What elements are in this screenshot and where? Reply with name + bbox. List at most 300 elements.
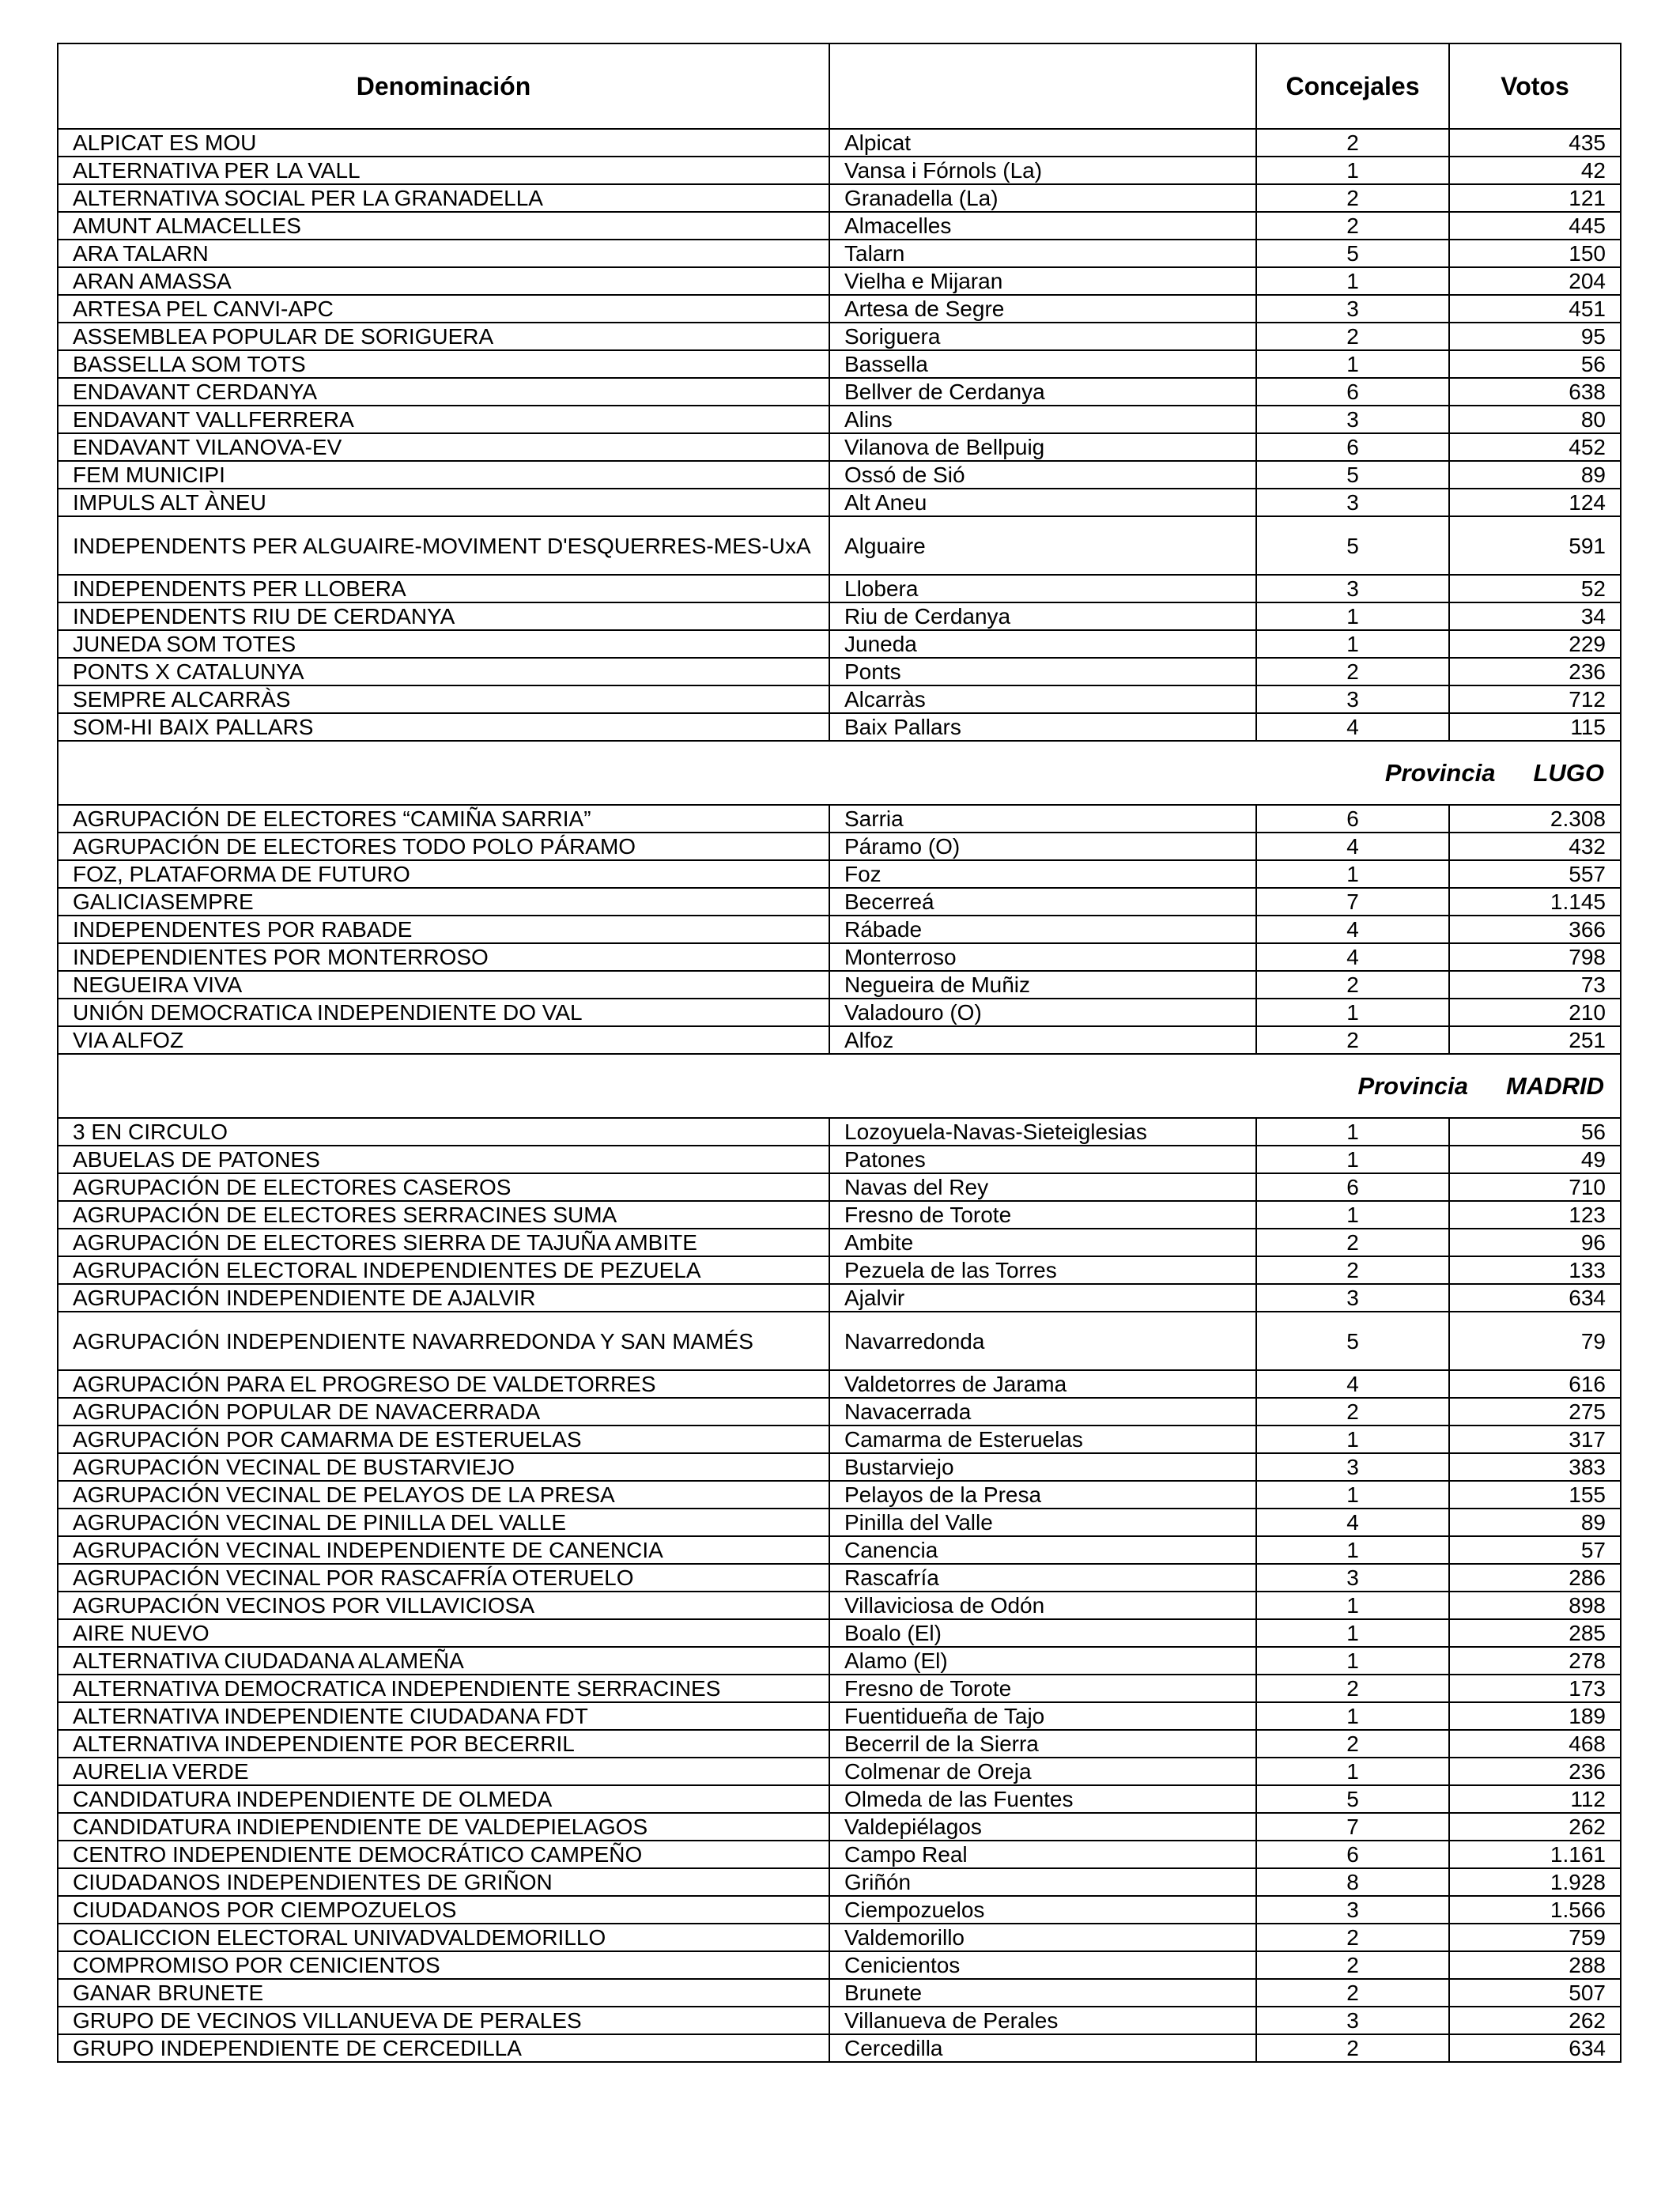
concejales-cell: 1 (1256, 1619, 1449, 1647)
concejales-cell: 2 (1256, 1398, 1449, 1426)
votes-cell: 124 (1449, 489, 1621, 516)
municipality-cell: Becerril de la Sierra (829, 1730, 1256, 1758)
votes-cell: 34 (1449, 602, 1621, 630)
votes-cell: 251 (1449, 1026, 1621, 1054)
table-row (58, 2034, 1621, 2062)
table-row (58, 516, 1621, 575)
votes-cell: 56 (1449, 350, 1621, 378)
header-row (58, 43, 1621, 129)
municipality-cell: Navacerrada (829, 1398, 1256, 1426)
concejales-cell: 2 (1256, 1979, 1449, 2007)
votes-cell: 79 (1449, 1312, 1621, 1370)
table-row (58, 713, 1621, 741)
table-row (58, 295, 1621, 323)
concejales-cell: 4 (1256, 916, 1449, 943)
party-name-cell: AGRUPACIÓN VECINAL DE BUSTARVIEJO (58, 1453, 829, 1481)
votes-cell: 366 (1449, 916, 1621, 943)
table-row (58, 212, 1621, 240)
votes-cell: 115 (1449, 713, 1621, 741)
votes-cell: 557 (1449, 860, 1621, 888)
concejales-cell: 1 (1256, 630, 1449, 658)
party-name-cell: ALTERNATIVA DEMOCRATICA INDEPENDIENTE SERRACINES (58, 1675, 829, 1702)
concejales-cell: 1 (1256, 1426, 1449, 1453)
concejales-cell: 2 (1256, 1951, 1449, 1979)
votes-cell: 236 (1449, 1758, 1621, 1785)
header-municipality (829, 43, 1256, 129)
table-row (58, 184, 1621, 212)
table-row (58, 1675, 1621, 1702)
table-body (58, 129, 1621, 2062)
party-name-cell: AGRUPACIÓN DE ELECTORES TODO POLO PÁRAMO (58, 833, 829, 860)
table-row (58, 1785, 1621, 1813)
party-name-cell: INDEPENDENTS PER ALGUAIRE-MOVIMENT D'ESQUERRES-MES-UxA (58, 516, 829, 575)
municipality-cell: Fresno de Torote (829, 1675, 1256, 1702)
votes-cell: 262 (1449, 2007, 1621, 2034)
party-name-cell: AGRUPACIÓN INDEPENDIENTE NAVARREDONDA Y SAN MAMÉS (58, 1312, 829, 1370)
table-row (58, 1118, 1621, 1146)
party-name-cell: AIRE NUEVO (58, 1619, 829, 1647)
municipality-cell: Valdepiélagos (829, 1813, 1256, 1841)
municipality-cell: Soriguera (829, 323, 1256, 350)
concejales-cell: 6 (1256, 378, 1449, 406)
party-name-cell: ABUELAS DE PATONES (58, 1146, 829, 1173)
province-label: Provincia (1357, 1072, 1468, 1100)
party-name-cell: JUNEDA SOM TOTES (58, 630, 829, 658)
concejales-cell: 1 (1256, 999, 1449, 1026)
table-row (58, 833, 1621, 860)
votes-cell: 96 (1449, 1229, 1621, 1256)
party-name-cell: CANDIDATURA INDIEPENDIENTE DE VALDEPIELAGOS (58, 1813, 829, 1841)
votes-cell: 133 (1449, 1256, 1621, 1284)
party-name-cell: CIUDADANOS INDEPENDIENTES DE GRIÑON (58, 1868, 829, 1896)
votes-cell: 452 (1449, 433, 1621, 461)
municipality-cell: Bellver de Cerdanya (829, 378, 1256, 406)
votes-cell: 1.566 (1449, 1896, 1621, 1924)
party-name-cell: AGRUPACIÓN DE ELECTORES SIERRA DE TAJUÑA AMBITE (58, 1229, 829, 1256)
municipality-cell: Alguaire (829, 516, 1256, 575)
votes-cell: 210 (1449, 999, 1621, 1026)
votes-cell: 710 (1449, 1173, 1621, 1201)
party-name-cell: SOM-HI BAIX PALLARS (58, 713, 829, 741)
concejales-cell: 1 (1256, 157, 1449, 184)
table-row (58, 658, 1621, 685)
concejales-cell: 2 (1256, 1229, 1449, 1256)
concejales-cell: 3 (1256, 489, 1449, 516)
votes-cell: 89 (1449, 461, 1621, 489)
concejales-cell: 6 (1256, 805, 1449, 833)
table-row (58, 1564, 1621, 1592)
votes-cell: 236 (1449, 658, 1621, 685)
header-concejales: Concejales (1256, 43, 1449, 129)
party-name-cell: NEGUEIRA VIVA (58, 971, 829, 999)
municipality-cell: Cercedilla (829, 2034, 1256, 2062)
votes-cell: 317 (1449, 1426, 1621, 1453)
municipality-cell: Vielha e Mijaran (829, 267, 1256, 295)
concejales-cell: 2 (1256, 1730, 1449, 1758)
votes-cell: 898 (1449, 1592, 1621, 1619)
votes-cell: 95 (1449, 323, 1621, 350)
party-name-cell: ASSEMBLEA POPULAR DE SORIGUERA (58, 323, 829, 350)
table-row (58, 999, 1621, 1026)
concejales-cell: 5 (1256, 461, 1449, 489)
table-row (58, 916, 1621, 943)
concejales-cell: 3 (1256, 1896, 1449, 1924)
municipality-cell: Llobera (829, 575, 1256, 602)
party-name-cell: ENDAVANT CERDANYA (58, 378, 829, 406)
table-row (58, 1453, 1621, 1481)
concejales-cell: 1 (1256, 1536, 1449, 1564)
concejales-cell: 5 (1256, 1785, 1449, 1813)
municipality-cell: Vilanova de Bellpuig (829, 433, 1256, 461)
table-row (58, 461, 1621, 489)
concejales-cell: 1 (1256, 1481, 1449, 1509)
party-name-cell: GRUPO DE VECINOS VILLANUEVA DE PERALES (58, 2007, 829, 2034)
party-name-cell: CIUDADANOS POR CIEMPOZUELOS (58, 1896, 829, 1924)
party-name-cell: AGRUPACIÓN VECINAL INDEPENDIENTE DE CANENCIA (58, 1536, 829, 1564)
party-name-cell: ALTERNATIVA INDEPENDIENTE POR BECERRIL (58, 1730, 829, 1758)
party-name-cell: COALICCION ELECTORAL UNIVADVALDEMORILLO (58, 1924, 829, 1951)
municipality-cell: Pinilla del Valle (829, 1509, 1256, 1536)
province-heading (58, 741, 1621, 805)
votes-cell: 451 (1449, 295, 1621, 323)
municipality-cell: Campo Real (829, 1841, 1256, 1868)
concejales-cell: 1 (1256, 1146, 1449, 1173)
municipality-cell: Alins (829, 406, 1256, 433)
party-name-cell: AGRUPACIÓN VECINAL DE PELAYOS DE LA PRESA (58, 1481, 829, 1509)
municipality-cell: Granadella (La) (829, 184, 1256, 212)
municipality-cell: Valadouro (O) (829, 999, 1256, 1026)
concejales-cell: 4 (1256, 1370, 1449, 1398)
votes-cell: 1.928 (1449, 1868, 1621, 1896)
concejales-cell: 4 (1256, 1509, 1449, 1536)
votes-cell: 73 (1449, 971, 1621, 999)
table-row (58, 433, 1621, 461)
party-name-cell: FEM MUNICIPI (58, 461, 829, 489)
table-row (58, 1256, 1621, 1284)
party-name-cell: AGRUPACIÓN DE ELECTORES SERRACINES SUMA (58, 1201, 829, 1229)
table-row (58, 888, 1621, 916)
municipality-cell: Valdetorres de Jarama (829, 1370, 1256, 1398)
table-row (58, 1312, 1621, 1370)
table-row (58, 685, 1621, 713)
votes-cell: 204 (1449, 267, 1621, 295)
province-row (58, 741, 1621, 805)
concejales-cell: 1 (1256, 602, 1449, 630)
municipality-cell: Bassella (829, 350, 1256, 378)
province-name: LUGO (1533, 759, 1604, 787)
table-row (58, 1619, 1621, 1647)
party-name-cell: AGRUPACIÓN VECINOS POR VILLAVICIOSA (58, 1592, 829, 1619)
party-name-cell: AGRUPACIÓN POR CAMARMA DE ESTERUELAS (58, 1426, 829, 1453)
votes-cell: 57 (1449, 1536, 1621, 1564)
concejales-cell: 1 (1256, 1647, 1449, 1675)
concejales-cell: 2 (1256, 184, 1449, 212)
votes-cell: 634 (1449, 2034, 1621, 2062)
municipality-cell: Alcarràs (829, 685, 1256, 713)
municipality-cell: Alamo (El) (829, 1647, 1256, 1675)
party-name-cell: COMPROMISO POR CENICIENTOS (58, 1951, 829, 1979)
concejales-cell: 2 (1256, 323, 1449, 350)
votes-cell: 49 (1449, 1146, 1621, 1173)
votes-cell: 80 (1449, 406, 1621, 433)
municipality-cell: Foz (829, 860, 1256, 888)
votes-cell: 278 (1449, 1647, 1621, 1675)
concejales-cell: 5 (1256, 516, 1449, 575)
municipality-cell: Almacelles (829, 212, 1256, 240)
table-row (58, 1173, 1621, 1201)
municipality-cell: Ossó de Sió (829, 461, 1256, 489)
concejales-cell: 4 (1256, 943, 1449, 971)
municipality-cell: Sarria (829, 805, 1256, 833)
municipality-cell: Boalo (El) (829, 1619, 1256, 1647)
concejales-cell: 3 (1256, 1453, 1449, 1481)
concejales-cell: 5 (1256, 240, 1449, 267)
party-name-cell: 3 EN CIRCULO (58, 1118, 829, 1146)
votes-cell: 121 (1449, 184, 1621, 212)
table-row (58, 1284, 1621, 1312)
votes-cell: 759 (1449, 1924, 1621, 1951)
table-row (58, 1979, 1621, 2007)
province-label: Provincia (1384, 759, 1496, 787)
votes-cell: 189 (1449, 1702, 1621, 1730)
table-row (58, 860, 1621, 888)
party-name-cell: INDEPENDIENTES POR MONTERROSO (58, 943, 829, 971)
table-row (58, 1592, 1621, 1619)
municipality-cell: Artesa de Segre (829, 295, 1256, 323)
concejales-cell: 2 (1256, 129, 1449, 157)
votes-cell: 262 (1449, 1813, 1621, 1841)
party-name-cell: ALTERNATIVA PER LA VALL (58, 157, 829, 184)
party-name-cell: ENDAVANT VALLFERRERA (58, 406, 829, 433)
table-row (58, 805, 1621, 833)
header-votos: Votos (1449, 43, 1621, 129)
concejales-cell: 6 (1256, 1841, 1449, 1868)
votes-cell: 89 (1449, 1509, 1621, 1536)
table-row (58, 1841, 1621, 1868)
municipality-cell: Ajalvir (829, 1284, 1256, 1312)
votes-cell: 52 (1449, 575, 1621, 602)
table-row (58, 240, 1621, 267)
table-row (58, 1951, 1621, 1979)
municipality-cell: Monterroso (829, 943, 1256, 971)
table-row (58, 1229, 1621, 1256)
party-name-cell: UNIÓN DEMOCRATICA INDEPENDIENTE DO VAL (58, 999, 829, 1026)
table-row (58, 1924, 1621, 1951)
concejales-cell: 2 (1256, 212, 1449, 240)
party-name-cell: ARAN AMASSA (58, 267, 829, 295)
concejales-cell: 3 (1256, 1564, 1449, 1592)
concejales-cell: 2 (1256, 1256, 1449, 1284)
municipality-cell: Camarma de Esteruelas (829, 1426, 1256, 1453)
party-name-cell: CANDIDATURA INDEPENDIENTE DE OLMEDA (58, 1785, 829, 1813)
votes-cell: 173 (1449, 1675, 1621, 1702)
votes-cell: 275 (1449, 1398, 1621, 1426)
votes-cell: 383 (1449, 1453, 1621, 1481)
party-name-cell: ALTERNATIVA INDEPENDIENTE CIUDADANA FDT (58, 1702, 829, 1730)
municipality-cell: Villaviciosa de Odón (829, 1592, 1256, 1619)
party-name-cell: GANAR BRUNETE (58, 1979, 829, 2007)
votes-cell: 638 (1449, 378, 1621, 406)
party-name-cell: AGRUPACIÓN PARA EL PROGRESO DE VALDETORRES (58, 1370, 829, 1398)
municipality-cell: Juneda (829, 630, 1256, 658)
votes-cell: 155 (1449, 1481, 1621, 1509)
table-row (58, 602, 1621, 630)
concejales-cell: 1 (1256, 350, 1449, 378)
table-row (58, 1481, 1621, 1509)
table-row (58, 1536, 1621, 1564)
table-row (58, 1509, 1621, 1536)
party-name-cell: AGRUPACIÓN ELECTORAL INDEPENDIENTES DE PEZUELA (58, 1256, 829, 1284)
votes-cell: 798 (1449, 943, 1621, 971)
municipality-cell: Fresno de Torote (829, 1201, 1256, 1229)
concejales-cell: 2 (1256, 971, 1449, 999)
concejales-cell: 6 (1256, 1173, 1449, 1201)
table-row (58, 1758, 1621, 1785)
concejales-cell: 3 (1256, 2007, 1449, 2034)
concejales-cell: 3 (1256, 685, 1449, 713)
party-name-cell: IMPULS ALT ÀNEU (58, 489, 829, 516)
municipality-cell: Talarn (829, 240, 1256, 267)
municipality-cell: Navarredonda (829, 1312, 1256, 1370)
municipality-cell: Brunete (829, 1979, 1256, 2007)
table-row (58, 1647, 1621, 1675)
municipality-cell: Becerreá (829, 888, 1256, 916)
votes-cell: 286 (1449, 1564, 1621, 1592)
municipality-cell: Colmenar de Oreja (829, 1758, 1256, 1785)
table-row (58, 489, 1621, 516)
municipality-cell: Rábade (829, 916, 1256, 943)
votes-cell: 1.145 (1449, 888, 1621, 916)
province-row (58, 1054, 1621, 1118)
party-name-cell: ALPICAT ES MOU (58, 129, 829, 157)
concejales-cell: 3 (1256, 1284, 1449, 1312)
municipality-cell: Baix Pallars (829, 713, 1256, 741)
party-name-cell: ENDAVANT VILANOVA-EV (58, 433, 829, 461)
votes-cell: 432 (1449, 833, 1621, 860)
table-row (58, 1813, 1621, 1841)
municipality-cell: Vansa i Fórnols (La) (829, 157, 1256, 184)
party-name-cell: INDEPENDENTS PER LLOBERA (58, 575, 829, 602)
concejales-cell: 3 (1256, 295, 1449, 323)
votes-cell: 634 (1449, 1284, 1621, 1312)
votes-cell: 123 (1449, 1201, 1621, 1229)
concejales-cell: 8 (1256, 1868, 1449, 1896)
votes-cell: 507 (1449, 1979, 1621, 2007)
party-name-cell: ALTERNATIVA CIUDADANA ALAMEÑA (58, 1647, 829, 1675)
votes-cell: 56 (1449, 1118, 1621, 1146)
table-row (58, 2007, 1621, 2034)
votes-cell: 435 (1449, 129, 1621, 157)
table-row (58, 350, 1621, 378)
party-name-cell: INDEPENDENTS RIU DE CERDANYA (58, 602, 829, 630)
party-name-cell: AGRUPACIÓN VECINAL DE PINILLA DEL VALLE (58, 1509, 829, 1536)
municipality-cell: Valdemorillo (829, 1924, 1256, 1951)
table-row (58, 267, 1621, 295)
concejales-cell: 2 (1256, 1026, 1449, 1054)
party-name-cell: ARTESA PEL CANVI-APC (58, 295, 829, 323)
concejales-cell: 2 (1256, 1924, 1449, 1951)
municipality-cell: Canencia (829, 1536, 1256, 1564)
table-row (58, 1146, 1621, 1173)
municipality-cell: Lozoyuela-Navas-Sieteiglesias (829, 1118, 1256, 1146)
party-name-cell: BASSELLA SOM TOTS (58, 350, 829, 378)
municipality-cell: Ponts (829, 658, 1256, 685)
concejales-cell: 7 (1256, 1813, 1449, 1841)
concejales-cell: 2 (1256, 2034, 1449, 2062)
party-name-cell: PONTS X CATALUNYA (58, 658, 829, 685)
concejales-cell: 1 (1256, 1118, 1449, 1146)
municipality-cell: Riu de Cerdanya (829, 602, 1256, 630)
party-name-cell: CENTRO INDEPENDIENTE DEMOCRÁTICO CAMPEÑO (58, 1841, 829, 1868)
municipality-cell: Navas del Rey (829, 1173, 1256, 1201)
table-row (58, 630, 1621, 658)
votes-cell: 229 (1449, 630, 1621, 658)
municipality-cell: Ambite (829, 1229, 1256, 1256)
votes-cell: 591 (1449, 516, 1621, 575)
party-name-cell: AGRUPACIÓN VECINAL POR RASCAFRÍA OTERUELO (58, 1564, 829, 1592)
table-row (58, 1201, 1621, 1229)
municipality-cell: Rascafría (829, 1564, 1256, 1592)
party-name-cell: AGRUPACIÓN DE ELECTORES “CAMIÑA SARRIA” (58, 805, 829, 833)
concejales-cell: 7 (1256, 888, 1449, 916)
concejales-cell: 5 (1256, 1312, 1449, 1370)
province-name: MADRID (1506, 1072, 1604, 1100)
votes-cell: 468 (1449, 1730, 1621, 1758)
province-heading (58, 1054, 1621, 1118)
party-name-cell: AURELIA VERDE (58, 1758, 829, 1785)
concejales-cell: 2 (1256, 658, 1449, 685)
table-row (58, 157, 1621, 184)
table-row (58, 943, 1621, 971)
municipality-cell: Pelayos de la Presa (829, 1481, 1256, 1509)
table-row (58, 1398, 1621, 1426)
table-row (58, 1026, 1621, 1054)
table-row (58, 971, 1621, 999)
municipality-cell: Fuentidueña de Tajo (829, 1702, 1256, 1730)
party-name-cell: VIA ALFOZ (58, 1026, 829, 1054)
concejales-cell: 3 (1256, 406, 1449, 433)
concejales-cell: 1 (1256, 860, 1449, 888)
concejales-cell: 4 (1256, 713, 1449, 741)
party-name-cell: AGRUPACIÓN INDEPENDIENTE DE AJALVIR (58, 1284, 829, 1312)
party-name-cell: AGRUPACIÓN DE ELECTORES CASEROS (58, 1173, 829, 1201)
municipality-cell: Páramo (O) (829, 833, 1256, 860)
table-row (58, 1868, 1621, 1896)
votes-cell: 1.161 (1449, 1841, 1621, 1868)
municipality-cell: Patones (829, 1146, 1256, 1173)
municipality-cell: Cenicientos (829, 1951, 1256, 1979)
votes-cell: 2.308 (1449, 805, 1621, 833)
table-row (58, 378, 1621, 406)
results-table (57, 43, 1621, 2063)
table-row (58, 129, 1621, 157)
concejales-cell: 2 (1256, 1675, 1449, 1702)
municipality-cell: Alfoz (829, 1026, 1256, 1054)
votes-cell: 712 (1449, 685, 1621, 713)
concejales-cell: 6 (1256, 433, 1449, 461)
votes-cell: 445 (1449, 212, 1621, 240)
table-row (58, 575, 1621, 602)
table-row (58, 1730, 1621, 1758)
concejales-cell: 4 (1256, 833, 1449, 860)
table-row (58, 1426, 1621, 1453)
party-name-cell: SEMPRE ALCARRÀS (58, 685, 829, 713)
votes-cell: 42 (1449, 157, 1621, 184)
municipality-cell: Ciempozuelos (829, 1896, 1256, 1924)
municipality-cell: Pezuela de las Torres (829, 1256, 1256, 1284)
municipality-cell: Griñón (829, 1868, 1256, 1896)
concejales-cell: 1 (1256, 1592, 1449, 1619)
